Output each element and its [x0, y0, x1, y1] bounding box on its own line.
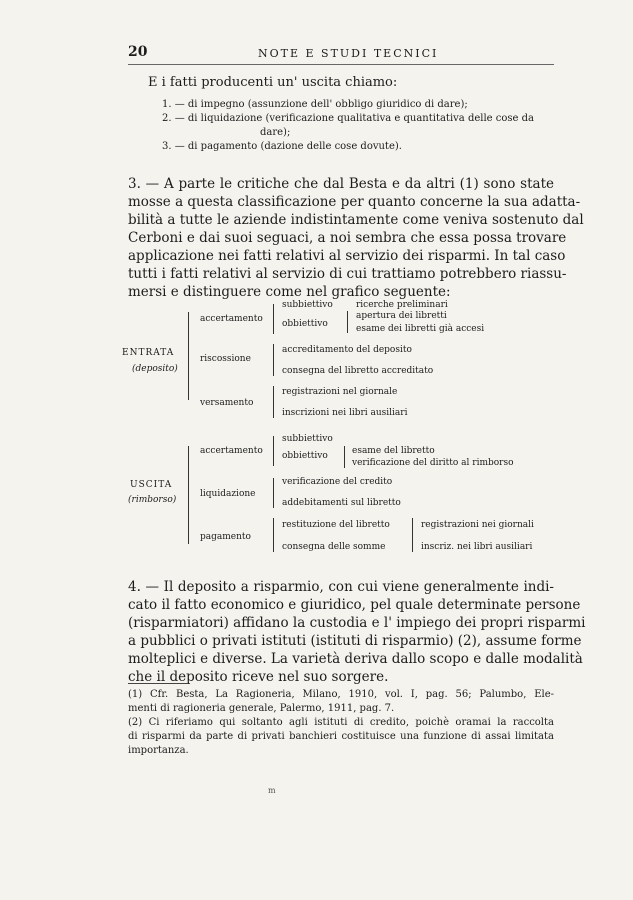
list-item: 2. — di liquidazione (verificazione qualitativa e quantitativa delle cose da — [162, 113, 534, 124]
footnote-line: (1) Cfr. Besta, La Ragioneria, Milano, 1910, vol. I, pag. 56; Palumbo, Ele- — [128, 689, 554, 700]
uscita-pagamento-brace — [273, 518, 274, 552]
footnote-line: menti di ragioneria generale, Palermo, 1911, pag. 7. — [128, 703, 395, 714]
page-number: 20 — [128, 44, 148, 60]
uscita-pagamento: pagamento — [200, 532, 251, 542]
entrata-versamento-item: registrazioni nel giornale — [282, 387, 398, 397]
uscita-pagamento-brace-2 — [412, 518, 413, 552]
text-line: a pubblici o privati istituti (istituti di risparmio) (2), assume forme — [128, 633, 582, 649]
uscita-liquidazione-item: verificazione del credito — [282, 477, 393, 487]
entrata-riscossione: riscossione — [200, 354, 251, 364]
entrata-obbiettivo-brace — [347, 311, 348, 333]
page-header — [128, 44, 528, 64]
entrata-accertamento-brace — [273, 304, 274, 334]
uscita-obbiettivo-detail: verificazione del diritto al rimborso — [352, 458, 514, 468]
uscita-pagamento-item: consegna delle somme — [282, 542, 386, 552]
entrata-brace — [188, 312, 189, 400]
text-line: Cerboni e dai suoi seguaci, a noi sembra che essa possa trovare — [128, 230, 567, 246]
text-line: tutti i fatti relativi al servizio di cui trattiamo potrebbero riassu- — [128, 266, 567, 282]
footnote-line: importanza. — [128, 745, 189, 756]
footnote-line: di risparmi da parte di privati banchieri costituisce una funzione di assai limitata — [128, 731, 554, 742]
uscita-pagamento-item: restituzione del libretto — [282, 520, 390, 530]
entrata-versamento: versamento — [200, 398, 254, 408]
intro-line: E i fatti producenti un' uscita chiamo: — [148, 75, 398, 90]
uscita-liquidazione-item: addebitamenti sul libretto — [282, 498, 401, 508]
uscita-obbiettivo: obbiettivo — [282, 451, 328, 461]
uscita-subtitle: (rimborso) — [128, 495, 177, 505]
list-item: 3. — di pagamento (dazione delle cose dovute). — [162, 141, 402, 152]
entrata-riscossione-brace — [273, 344, 274, 376]
entrata-versamento-brace — [273, 386, 274, 418]
uscita-accertamento-brace — [273, 436, 274, 466]
entrata-subtitle: (deposito) — [132, 364, 178, 374]
text-line: cato il fatto economico e giuridico, pel quale determinate persone — [128, 597, 581, 613]
list-item: 1. — di impegno (assunzione dell' obbligo giuridico di dare); — [162, 99, 468, 110]
text-line: applicazione nei fatti relativi al servizio dei risparmi. In tal caso — [128, 248, 566, 264]
entrata-obbiettivo: obbiettivo — [282, 319, 328, 329]
paragraph-4 — [128, 578, 586, 686]
uscita-accertamento: accertamento — [200, 446, 263, 456]
entrata-versamento-item: inscrizioni nei libri ausiliari — [282, 408, 408, 418]
text-line: 3. — A parte le critiche che dal Besta e da altri (1) sono state — [128, 176, 554, 192]
list-item-continuation: dare); — [260, 127, 291, 138]
classification-diagram — [120, 296, 560, 564]
entrata-title: ENTRATA — [122, 348, 175, 358]
uscita-title: USCITA — [130, 480, 173, 490]
uscita-liquidazione-brace — [273, 478, 274, 508]
text-line: bilità a tutte le aziende indistintamente come veniva sostenuto dal — [128, 212, 584, 228]
text-line: che il deposito riceve nel suo sorgere. — [128, 669, 389, 685]
text-line: 4. — Il deposito a risparmio, con cui viene generalmente indi- — [128, 579, 554, 595]
uscita-pagamento-item: inscriz. nei libri ausiliari — [421, 542, 533, 552]
text-line: molteplici e diverse. La varietà deriva dallo scopo e dalle modalità — [128, 651, 583, 667]
entrata-obbiettivo-detail: apertura dei libretti — [356, 311, 447, 321]
header-rule — [128, 64, 554, 65]
entrata-subbiettivo: subbiettivo — [282, 300, 333, 310]
uscita-brace — [188, 446, 189, 544]
library-stamp: m — [268, 786, 276, 795]
paragraph-3 — [128, 175, 584, 301]
text-line: (risparmiatori) affidano la custodia e l' impiego dei propri risparmi — [128, 615, 586, 631]
running-title: NOTE E STUDI TECNICI — [258, 47, 439, 60]
footnote-line: (2) Ci riferiamo qui soltanto agli istituti di credito, poichè oramai la raccolta — [128, 717, 554, 728]
entrata-riscossione-item: accreditamento del deposito — [282, 345, 412, 355]
footnotes — [128, 688, 554, 758]
outflow-list — [162, 98, 534, 154]
entrata-subbiettivo-detail: ricerche preliminari — [356, 300, 448, 310]
text-line: mosse a questa classificazione per quanto concerne la sua adatta- — [128, 194, 581, 210]
uscita-obbiettivo-brace — [344, 446, 345, 468]
uscita-subbiettivo: subbiettivo — [282, 434, 333, 444]
footnote-rule — [128, 683, 188, 684]
uscita-obbiettivo-detail: esame del libretto — [352, 446, 435, 456]
entrata-accertamento: accertamento — [200, 314, 263, 324]
text-line: mersi e distinguere come nel grafico seguente: — [128, 284, 451, 300]
uscita-pagamento-item: registrazioni nei giornali — [421, 520, 534, 530]
uscita-liquidazione: liquidazione — [200, 489, 256, 499]
entrata-riscossione-item: consegna del libretto accreditato — [282, 366, 434, 376]
entrata-obbiettivo-detail: esame dei libretti già accesi — [356, 324, 485, 334]
